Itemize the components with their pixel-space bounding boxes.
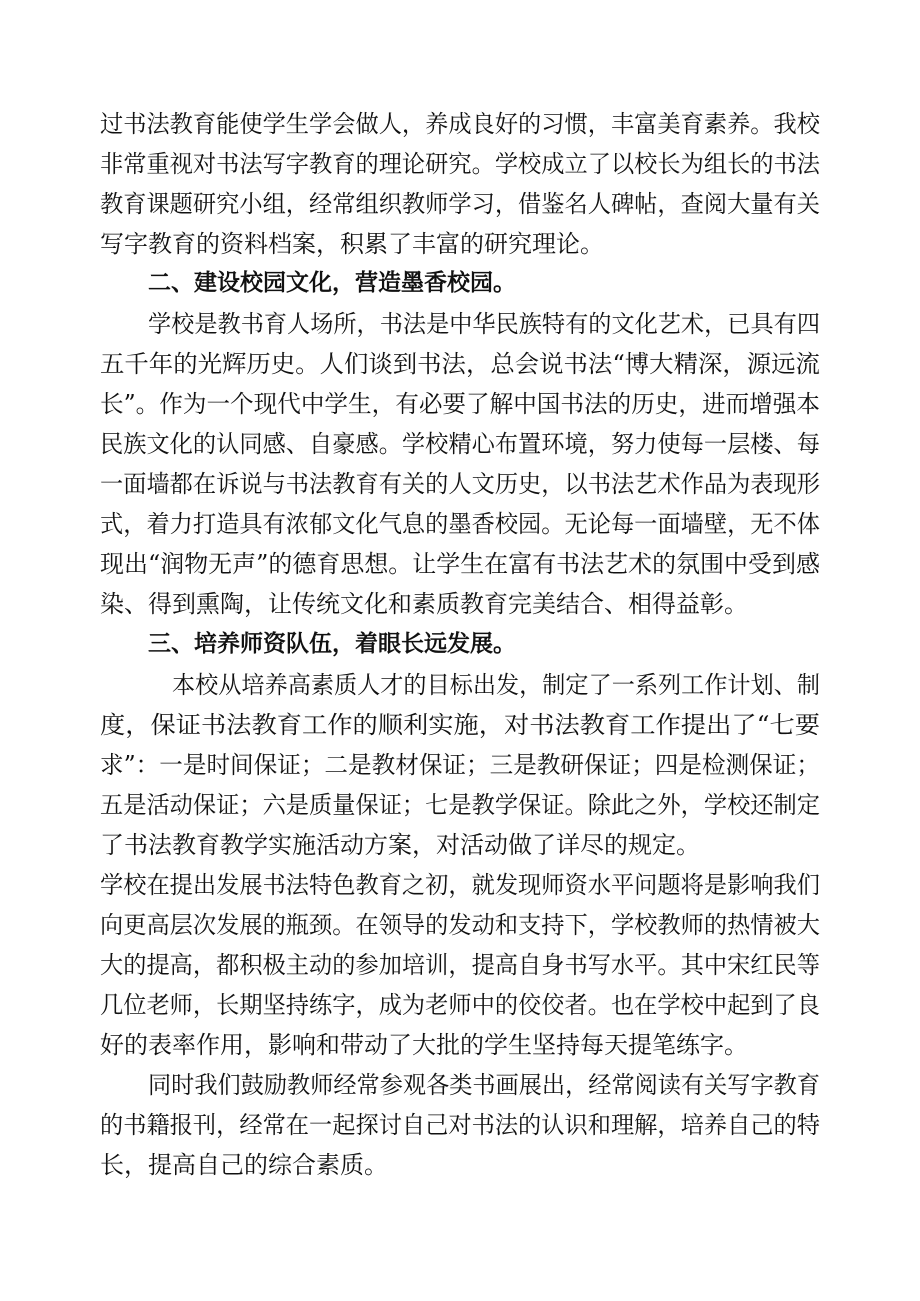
paragraph-line — [0, 422, 920, 466]
paragraph-line — [0, 502, 920, 546]
paragraph-line — [0, 102, 920, 146]
paragraph-line — [0, 142, 920, 186]
paragraph-line-text: 写字教育的资料档案，积累了丰富的研究理论。 — [100, 230, 604, 259]
paragraph-line — [0, 302, 920, 346]
paragraph-line-text: 一面墙都在诉说与书法教育有关的人文历史，以书法艺术作品为表现形 — [100, 469, 820, 498]
paragraph-line-text: 民族文化的认同感、自豪感。学校精心布置环境，努力使每一层楼、每 — [100, 430, 820, 459]
section-heading-text: 二、建设校园文化，营造墨香校园。 — [148, 270, 516, 297]
paragraph-line — [0, 382, 920, 426]
paragraph-line — [0, 342, 920, 386]
paragraph-line-text: 过书法教育能使学生学会做人，养成良好的习惯，丰富美育素养。我校 — [100, 110, 820, 138]
paragraph-line-text: 本校从培养高素质人才的目标出发，制定了一系列工作计划、制 — [172, 670, 821, 699]
paragraph-line — [0, 983, 920, 1027]
section-heading — [0, 622, 920, 666]
paragraph-line — [0, 783, 920, 827]
paragraph-line-text: 求”：一是时间保证；二是教材保证；三是教研保证；四是检测保证； — [100, 750, 820, 779]
paragraph-line — [0, 1063, 920, 1107]
paragraph-line — [0, 462, 920, 506]
paragraph-line-text: 几位老师，长期坚持练字，成为老师中的佼佼者。也在学校中起到了良 — [100, 990, 820, 1019]
paragraph-line — [0, 703, 920, 747]
paragraph-line — [0, 663, 920, 707]
paragraph-line-text: 非常重视对书法写字教育的理论研究。学校成立了以校长为组长的书法 — [100, 150, 820, 179]
paragraph-line-text: 大的提高，都积极主动的参加培训，提高自身书写水平。其中宋红民等 — [100, 950, 820, 979]
paragraph-line-text: 好的表率作用，影响和带动了大批的学生坚持每天提笔练字。 — [100, 1030, 748, 1059]
paragraph-line-text: 教育课题研究小组，经常组织教师学习，借鉴名人碑帖，查阅大量有关 — [100, 190, 820, 219]
paragraph-line — [0, 903, 920, 947]
paragraph-line-text: 五千年的光辉历史。人们谈到书法，总会说书法“博大精深，源远流 — [100, 350, 820, 379]
paragraph-line — [0, 743, 920, 787]
paragraph-line — [0, 1103, 920, 1147]
paragraph-line — [0, 182, 920, 226]
paragraph-line — [0, 582, 920, 626]
paragraph-line — [0, 1143, 920, 1187]
paragraph-line — [0, 943, 920, 987]
paragraph-line-text: 学校是教书育人场所，书法是中华民族特有的文化艺术，已具有四 — [148, 310, 820, 339]
paragraph-line-text: 长，提高自己的综合素质。 — [100, 1151, 388, 1179]
paragraph-line-text: 五是活动保证；六是质量保证；七是教学保证。除此之外，学校还制定 — [100, 790, 820, 819]
paragraph-line-text: 现出“润物无声”的德育思想。让学生在富有书法艺术的氛围中受到感 — [100, 549, 820, 578]
paragraph-line — [0, 863, 920, 907]
paragraph-line-text: 同时我们鼓励教师经常参观各类书画展出，经常阅读有关写字教育 — [148, 1070, 820, 1099]
paragraph-line-text: 染、得到熏陶，让传统文化和素质教育完美结合、相得益彰。 — [100, 589, 748, 618]
paragraph-line-text: 式，着力打造具有浓郁文化气息的墨香校园。无论每一面墙壁，无不体 — [100, 509, 820, 538]
paragraph-line-text: 了书法教育教学实施活动方案，对活动做了详尽的规定。 — [100, 830, 700, 859]
paragraph-line-text: 的书籍报刊，经常在一起探讨自己对书法的认识和理解，培养自己的特 — [100, 1110, 820, 1139]
paragraph-line — [0, 542, 920, 586]
paragraph-line — [0, 222, 920, 266]
paragraph-line-text: 学校在提出发展书法特色教育之初，就发现师资水平问题将是影响我们 — [100, 870, 820, 899]
paragraph-line-text: 长”。作为一个现代中学生，有必要了解中国书法的历史，进而增强本 — [100, 390, 820, 419]
paragraph-line — [0, 1023, 920, 1067]
paragraph-line — [0, 823, 920, 867]
section-heading-text: 三、培养师资队伍，着眼长远发展。 — [148, 630, 516, 657]
paragraph-line-text: 向更高层次发展的瓶颈。在领导的发动和支持下，学校教师的热情被大 — [100, 910, 820, 939]
paragraph-line-text: 度，保证书法教育工作的顺利实施，对书法教育工作提出了“七要 — [100, 710, 821, 739]
section-heading — [0, 261, 920, 305]
